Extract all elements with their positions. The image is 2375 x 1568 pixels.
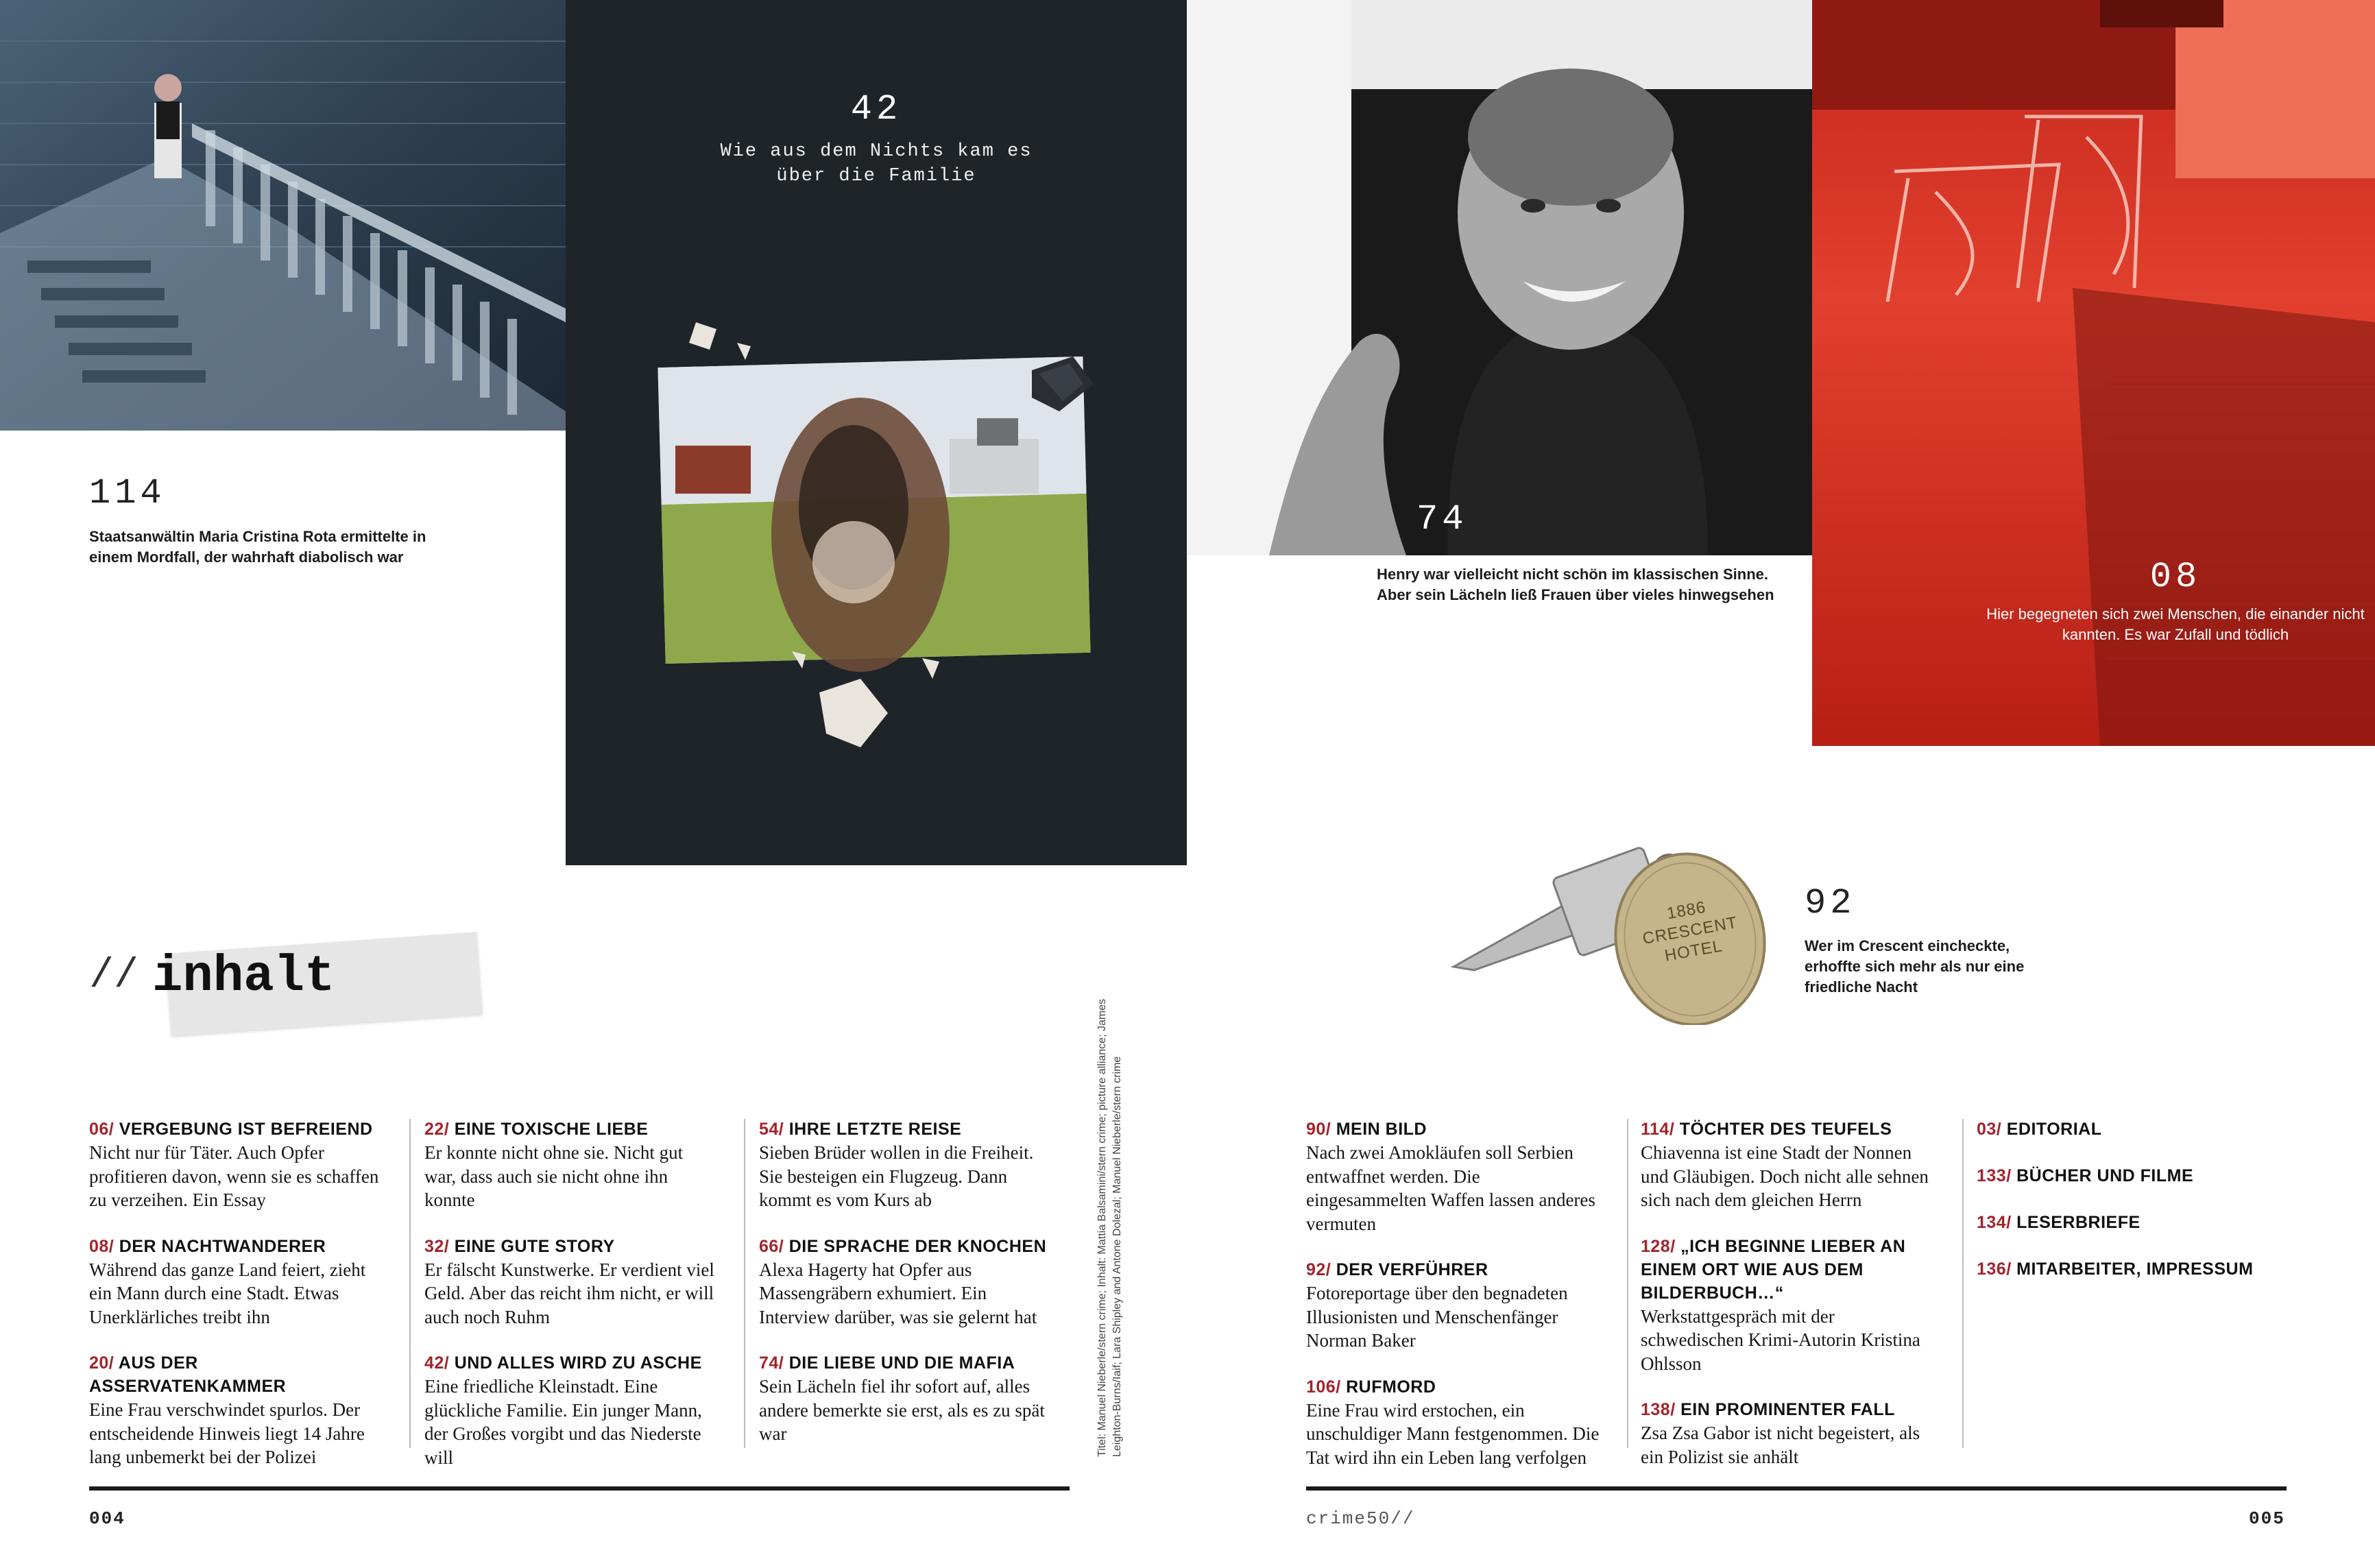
toc-entry[interactable] (1977, 1257, 2292, 1281)
toc-page-number: 106/ (1306, 1377, 1341, 1397)
toc-title: EDITORIAL (2006, 1120, 2102, 1139)
brand-footer: crime50// (1306, 1508, 1415, 1529)
toc-entry[interactable] (759, 1118, 1054, 1212)
toc-title: MITARBEITER, IMPRESSUM (2016, 1259, 2254, 1279)
dark-panel (566, 0, 1187, 865)
toc-page-number: 66/ (759, 1236, 784, 1256)
toc-entry[interactable] (759, 1235, 1054, 1329)
heading-prefix: // (89, 953, 139, 1000)
toc-title: VERGEBUNG IST BEFREIEND (119, 1120, 373, 1139)
portrait-photo (1187, 0, 1812, 555)
toc-description: Alexa Hagerty hat Opfer aus Massengräbern exhumiert. Ein Interview darüber, was sie gelernt hat (759, 1259, 1037, 1327)
teaser-74-number: 74 (1416, 499, 1468, 540)
toc-page-number: 128/ (1641, 1236, 1676, 1256)
toc-column-6 (1977, 1118, 2292, 1304)
toc-column-3 (759, 1118, 1054, 1469)
toc-entry[interactable] (1641, 1235, 1936, 1376)
toc-title: LESERBRIEFE (2016, 1213, 2141, 1232)
toc-column-2 (424, 1118, 719, 1492)
toc-description: Fotoreportage über den begnadeten Illusionisten und Menschenfänger Norman Baker (1306, 1283, 1568, 1351)
key-tag-text: 1886 CRESCENT HOTEL (1641, 897, 1739, 965)
toc-page-number: 92/ (1306, 1260, 1331, 1279)
footer-rule-right (1306, 1486, 2287, 1491)
toc-page-number: 03/ (1977, 1120, 2002, 1139)
toc-title: TÖCHTER DES TEUFELS (1679, 1120, 1892, 1139)
toc-page-number: 54/ (759, 1120, 784, 1139)
toc-entry[interactable] (1306, 1118, 1601, 1235)
toc-entry[interactable] (89, 1235, 384, 1329)
toc-description: Sein Lächeln fiel ihr sofort auf, alles andere bemerkte sie erst, als es zu spät war (759, 1376, 1045, 1444)
toc-description: Zsa Zsa Gabor ist nicht begeistert, als ein Polizist sie anhält (1641, 1423, 1920, 1467)
toc-title: IHRE LETZTE REISE (788, 1120, 962, 1139)
toc-entry[interactable] (1977, 1211, 2292, 1234)
toc-entry[interactable] (1306, 1258, 1601, 1353)
toc-title: MEIN BILD (1336, 1120, 1427, 1139)
teaser-42-caption: Wie aus dem Nichts kam es über die Familie (720, 141, 1033, 186)
toc-entry[interactable] (424, 1118, 719, 1212)
column-divider (1627, 1119, 1628, 1448)
toc-title: AUS DER ASSERVATENKAMMER (89, 1353, 287, 1396)
toc-entry[interactable] (89, 1118, 384, 1212)
toc-entry[interactable] (1977, 1118, 2292, 1141)
toc-page-number: 114/ (1641, 1120, 1675, 1139)
page-number-left: 004 (89, 1508, 125, 1529)
column-divider (409, 1119, 411, 1448)
toc-description: Eine Frau verschwindet spurlos. Der entscheidende Hinweis liegt 14 Jahre lang unbemerkt bei der Polizei (89, 1399, 365, 1467)
toc-title: RUFMORD (1346, 1377, 1436, 1397)
toc-description: Werkstattgespräch mit der schwedischen Krimi-Autorin Kristina Ohlsson (1641, 1305, 1920, 1374)
staircase-illustration (0, 0, 566, 431)
footer-rule-left (89, 1486, 1070, 1491)
toc-entry[interactable] (1977, 1164, 2292, 1187)
toc-description: Eine Frau wird erstochen, ein unschuldiger Mann festgenommen. Die Tat wird ihn ein Leben lang verfolgen (1306, 1399, 1600, 1468)
toc-page-number: 08/ (89, 1236, 114, 1256)
column-divider (744, 1119, 745, 1448)
teaser-114-caption: Staatsanwältin Maria Cristina Rota ermittelte in einem Mordfall, der wahrhaft diabolisch war (89, 528, 426, 566)
toc-page-number: 22/ (424, 1120, 450, 1139)
toc-description: Er konnte nicht ohne sie. Nicht gut war, dass auch sie nicht ohne ihn konnte (424, 1142, 684, 1210)
red-street-photo (1812, 0, 2375, 746)
toc-entry[interactable] (89, 1351, 384, 1469)
photo-credits: Titel: Manuel Nieberle/stern crime; Inhalt: Mattia Balsamini/stern crime; picture alliance; James Leighton-Burns/Iaif; Lara Shipley and Antone Dolezal; Manuel Nieberle/stern crime (1096, 998, 1123, 1457)
teaser-92-caption: Wer im Crescent eincheckte, erhoffte sich mehr als nur eine friedliche Nacht (1805, 937, 2025, 996)
toc-title: DIE LIEBE UND DIE MAFIA (788, 1353, 1015, 1373)
toc-title: DER NACHTWANDERER (119, 1236, 326, 1256)
teaser-92-number: 92 (1805, 883, 1856, 924)
toc-entry[interactable] (1306, 1375, 1601, 1470)
toc-title: EIN PROMINENTER FALL (1680, 1400, 1895, 1419)
teaser-74-caption: Henry war vielleicht nicht schön im klassischen Sinne. Aber sein Lächeln ließ Frauen über vieles hinwegsehen (1377, 566, 1774, 603)
toc-description: Nach zwei Amokläufen soll Serbien entwaffnet werden. Die eingesammelten Waffen lassen anderes vermuten (1306, 1142, 1595, 1234)
inhalt-heading (89, 929, 432, 1052)
teaser-08-number: 08 (2149, 557, 2202, 597)
toc-entry[interactable] (424, 1235, 719, 1329)
toc-title: „ICH BEGINNE LIEBER AN EINEM ORT WIE AUS DEM BILDERBUCH…“ (1641, 1236, 1906, 1303)
toc-title: DIE SPRACHE DER KNOCHEN (788, 1236, 1047, 1256)
toc-page-number: 32/ (424, 1236, 450, 1256)
toc-title: UND ALLES WIRD ZU ASCHE (454, 1353, 702, 1373)
toc-entry[interactable] (759, 1351, 1054, 1446)
toc-page-number: 133/ (1977, 1166, 2012, 1185)
toc-description: Sieben Brüder wollen in die Freiheit. Sie besteigen ein Flugzeug. Dann kommt es vom Kurs ab (759, 1142, 1034, 1210)
toc-description: Er fälscht Kunstwerke. Er verdient viel Geld. Aber das reicht ihm nicht, er will auch noch Ruhm (424, 1259, 714, 1327)
column-divider (1962, 1119, 1964, 1448)
toc-description: Nicht nur für Täter. Auch Opfer profitieren davon, wenn sie es schaffen zu verzeihen. Ein Essay (89, 1142, 379, 1210)
toc-page-number: 134/ (1977, 1213, 2012, 1232)
toc-title: EINE GUTE STORY (454, 1236, 615, 1256)
toc-description: Während das ganze Land feiert, zieht ein Mann durch eine Stadt. Etwas Unerklärliches treibt ihn (89, 1259, 366, 1327)
portrait-illustration (1187, 0, 1812, 555)
toc-page-number: 90/ (1306, 1120, 1331, 1139)
toc-title: EINE TOXISCHE LIEBE (454, 1120, 649, 1139)
teaser-114-number: 114 (89, 473, 166, 514)
toc-page-number: 136/ (1977, 1259, 2012, 1279)
toc-title: BÜCHER UND FILME (2016, 1166, 2194, 1185)
toc-page-number: 42/ (424, 1353, 450, 1373)
toc-title: DER VERFÜHRER (1336, 1260, 1488, 1279)
toc-entry[interactable] (424, 1351, 719, 1469)
toc-page-number: 06/ (89, 1120, 114, 1139)
teaser-42-number: 42 (850, 89, 902, 130)
hotel-key-image (1447, 819, 1776, 1025)
toc-description: Eine friedliche Kleinstadt. Eine glückliche Familie. Ein junger Mann, der Großes vorgibt und das Niederste will (424, 1376, 702, 1468)
toc-entry[interactable] (1641, 1398, 1936, 1469)
toc-description: Chiavenna ist eine Stadt der Nonnen und Gläubigen. Doch nicht alle sehnen sich nach dem gleichen Herrn (1641, 1142, 1929, 1210)
toc-entry[interactable] (1641, 1118, 1936, 1212)
toc-page-number: 138/ (1641, 1400, 1676, 1419)
teaser-08-caption: Hier begegneten sich zwei Menschen, die einander nicht kannten. Es war Zufall und tödlich (1986, 605, 2365, 643)
heading-word: inhalt (152, 948, 335, 1006)
toc-page-number: 74/ (759, 1353, 784, 1373)
toc-column-5 (1641, 1118, 1936, 1491)
toc-column-4 (1306, 1118, 1601, 1492)
staircase-photo (0, 0, 566, 431)
toc-page-number: 20/ (89, 1353, 114, 1373)
page-number-right: 005 (2249, 1508, 2285, 1529)
toc-column-1 (89, 1118, 384, 1492)
